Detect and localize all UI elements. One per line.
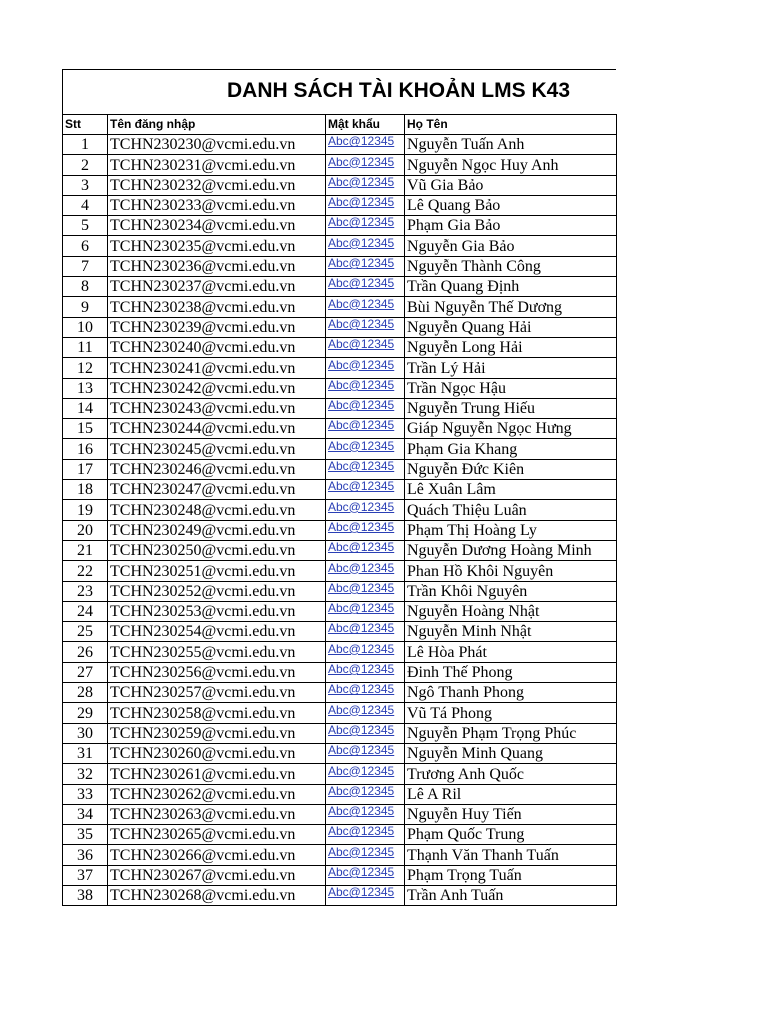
cell-fullname: Nguyễn Gia Bảo	[405, 236, 617, 256]
table-row	[63, 683, 617, 703]
password-link[interactable]: Abc@12345	[328, 885, 395, 900]
password-link[interactable]: Abc@12345	[328, 438, 395, 453]
cell-stt: 32	[63, 764, 108, 784]
password-link[interactable]: Abc@12345	[328, 479, 395, 494]
cell-fullname: Vũ Tá Phong	[405, 703, 617, 723]
cell-password	[326, 764, 405, 784]
cell-password	[326, 378, 405, 398]
cell-username: TCHN230262@vcmi.edu.vn	[108, 784, 326, 804]
cell-stt: 13	[63, 378, 108, 398]
accounts-table	[62, 114, 617, 906]
cell-password	[326, 175, 405, 195]
cell-stt: 25	[63, 622, 108, 642]
cell-stt: 2	[63, 155, 108, 175]
cell-username: TCHN230253@vcmi.edu.vn	[108, 601, 326, 621]
table-row	[63, 277, 617, 297]
table-row	[63, 459, 617, 479]
cell-username: TCHN230248@vcmi.edu.vn	[108, 500, 326, 520]
header-username: Tên đăng nhập	[108, 115, 326, 135]
table-row	[63, 236, 617, 256]
password-link[interactable]: Abc@12345	[328, 641, 395, 656]
table-row	[63, 439, 617, 459]
cell-password	[326, 236, 405, 256]
cell-fullname: Nguyễn Trung Hiếu	[405, 398, 617, 418]
cell-fullname: Nguyễn Đức Kiên	[405, 459, 617, 479]
cell-fullname: Đinh Thế Phong	[405, 662, 617, 682]
cell-fullname: Trần Ngọc Hậu	[405, 378, 617, 398]
cell-fullname: Phạm Gia Bảo	[405, 216, 617, 236]
cell-password	[326, 683, 405, 703]
cell-fullname: Vũ Gia Bảo	[405, 175, 617, 195]
password-link[interactable]: Abc@12345	[328, 378, 395, 392]
password-link[interactable]: Abc@12345	[328, 134, 395, 149]
table-body	[63, 135, 617, 906]
table-row	[63, 825, 617, 845]
password-link[interactable]: Abc@12345	[328, 256, 395, 271]
cell-fullname: Lê Xuân Lâm	[405, 480, 617, 500]
table-row	[63, 743, 617, 763]
cell-stt: 21	[63, 540, 108, 560]
header-fullname: Họ Tên	[405, 115, 617, 135]
password-link[interactable]: Abc@12345	[328, 296, 395, 311]
cell-stt: 29	[63, 703, 108, 723]
cell-fullname: Thạnh Văn Thanh Tuấn	[405, 845, 617, 865]
cell-password	[326, 135, 405, 155]
cell-fullname: Nguyễn Long Hải	[405, 337, 617, 357]
cell-password	[326, 885, 405, 905]
cell-fullname: Lê Quang Bảo	[405, 195, 617, 215]
password-link[interactable]: Abc@12345	[328, 357, 395, 372]
cell-fullname: Nguyễn Minh Nhật	[405, 622, 617, 642]
cell-password	[326, 561, 405, 581]
cell-username: TCHN230246@vcmi.edu.vn	[108, 459, 326, 479]
cell-password	[326, 743, 405, 763]
cell-fullname: Phạm Quốc Trung	[405, 825, 617, 845]
cell-fullname: Nguyễn Ngọc Huy Anh	[405, 155, 617, 175]
password-link[interactable]: Abc@12345	[328, 215, 395, 230]
table-row	[63, 723, 617, 743]
table-row	[63, 865, 617, 885]
cell-username: TCHN230242@vcmi.edu.vn	[108, 378, 326, 398]
cell-stt: 22	[63, 561, 108, 581]
cell-password	[326, 540, 405, 560]
cell-stt: 14	[63, 398, 108, 418]
cell-stt: 4	[63, 195, 108, 215]
table-row	[63, 622, 617, 642]
cell-fullname: Nguyễn Tuấn Anh	[405, 135, 617, 155]
cell-password	[326, 337, 405, 357]
password-link[interactable]: Abc@12345	[328, 418, 395, 433]
cell-stt: 6	[63, 236, 108, 256]
password-link[interactable]: Abc@12345	[328, 824, 395, 839]
cell-username: TCHN230266@vcmi.edu.vn	[108, 845, 326, 865]
cell-fullname: Phạm Gia Khang	[405, 439, 617, 459]
cell-stt: 3	[63, 175, 108, 195]
cell-fullname: Bùi Nguyễn Thế Dương	[405, 297, 617, 317]
table-row	[63, 804, 617, 824]
cell-password	[326, 601, 405, 621]
table-row	[63, 642, 617, 662]
cell-username: TCHN230240@vcmi.edu.vn	[108, 337, 326, 357]
password-link[interactable]: Abc@12345	[328, 865, 395, 879]
cell-username: TCHN230234@vcmi.edu.vn	[108, 216, 326, 236]
cell-stt: 1	[63, 135, 108, 155]
cell-password	[326, 439, 405, 459]
password-link[interactable]: Abc@12345	[328, 317, 395, 331]
table-row	[63, 500, 617, 520]
table-row	[63, 398, 617, 418]
cell-stt: 26	[63, 642, 108, 662]
cell-username: TCHN230247@vcmi.edu.vn	[108, 480, 326, 500]
cell-fullname: Lê A Ril	[405, 784, 617, 804]
cell-stt: 23	[63, 581, 108, 601]
cell-fullname: Trần Anh Tuấn	[405, 885, 617, 905]
cell-fullname: Phan Hồ Khôi Nguyên	[405, 561, 617, 581]
cell-password	[326, 520, 405, 540]
cell-username: TCHN230267@vcmi.edu.vn	[108, 865, 326, 885]
password-link[interactable]: Abc@12345	[328, 702, 395, 717]
table-row	[63, 337, 617, 357]
cell-password	[326, 297, 405, 317]
cell-fullname: Trương Anh Quốc	[405, 764, 617, 784]
account-sheet	[62, 69, 616, 906]
password-link[interactable]: Abc@12345	[328, 581, 395, 595]
cell-password	[326, 784, 405, 804]
cell-stt: 24	[63, 601, 108, 621]
cell-username: TCHN230237@vcmi.edu.vn	[108, 277, 326, 297]
cell-fullname: Nguyễn Minh Quang	[405, 743, 617, 763]
table-row	[63, 845, 617, 865]
cell-username: TCHN230230@vcmi.edu.vn	[108, 135, 326, 155]
cell-stt: 5	[63, 216, 108, 236]
cell-stt: 31	[63, 743, 108, 763]
table-row	[63, 175, 617, 195]
table-row	[63, 155, 617, 175]
cell-password	[326, 581, 405, 601]
cell-fullname: Nguyễn Huy Tiến	[405, 804, 617, 824]
table-row	[63, 216, 617, 236]
table-row	[63, 703, 617, 723]
cell-password	[326, 277, 405, 297]
password-link[interactable]: Abc@12345	[328, 682, 395, 697]
table-row	[63, 885, 617, 905]
password-link[interactable]: Abc@12345	[328, 621, 395, 636]
cell-stt: 16	[63, 439, 108, 459]
table-row	[63, 317, 617, 337]
password-link[interactable]: Abc@12345	[328, 804, 395, 819]
cell-username: TCHN230232@vcmi.edu.vn	[108, 175, 326, 195]
cell-fullname: Nguyễn Dương Hoàng Minh	[405, 540, 617, 560]
cell-password	[326, 317, 405, 337]
password-link[interactable]: Abc@12345	[328, 195, 395, 210]
cell-password	[326, 419, 405, 439]
cell-username: TCHN230239@vcmi.edu.vn	[108, 317, 326, 337]
table-row	[63, 581, 617, 601]
table-header-row	[63, 115, 617, 135]
table-row	[63, 764, 617, 784]
cell-stt: 18	[63, 480, 108, 500]
cell-fullname: Nguyễn Quang Hải	[405, 317, 617, 337]
cell-password	[326, 155, 405, 175]
password-link[interactable]: Abc@12345	[328, 844, 395, 859]
cell-password	[326, 216, 405, 236]
table-row	[63, 297, 617, 317]
password-link[interactable]: Abc@12345	[328, 154, 395, 169]
cell-fullname: Quách Thiệu Luân	[405, 500, 617, 520]
cell-fullname: Nguyễn Thành Công	[405, 256, 617, 276]
cell-username: TCHN230252@vcmi.edu.vn	[108, 581, 326, 601]
password-link[interactable]: Abc@12345	[328, 784, 395, 798]
password-link[interactable]: Abc@12345	[328, 743, 395, 758]
cell-stt: 28	[63, 683, 108, 703]
cell-fullname: Trần Quang Định	[405, 277, 617, 297]
table-row	[63, 419, 617, 439]
cell-fullname: Lê Hòa Phát	[405, 642, 617, 662]
cell-username: TCHN230241@vcmi.edu.vn	[108, 358, 326, 378]
cell-stt: 15	[63, 419, 108, 439]
cell-username: TCHN230261@vcmi.edu.vn	[108, 764, 326, 784]
password-link[interactable]: Abc@12345	[328, 601, 395, 616]
password-link[interactable]: Abc@12345	[328, 520, 395, 534]
cell-fullname: Giáp Nguyễn Ngọc Hưng	[405, 419, 617, 439]
cell-password	[326, 662, 405, 682]
cell-stt: 11	[63, 337, 108, 357]
cell-stt: 33	[63, 784, 108, 804]
cell-stt: 12	[63, 358, 108, 378]
header-password: Mật khẩu	[326, 115, 405, 135]
cell-username: TCHN230243@vcmi.edu.vn	[108, 398, 326, 418]
table-row	[63, 784, 617, 804]
table-row	[63, 561, 617, 581]
password-link[interactable]: Abc@12345	[328, 459, 395, 474]
password-link[interactable]: Abc@12345	[328, 499, 395, 514]
cell-username: TCHN230255@vcmi.edu.vn	[108, 642, 326, 662]
cell-password	[326, 622, 405, 642]
cell-stt: 10	[63, 317, 108, 337]
table-row	[63, 358, 617, 378]
cell-fullname: Phạm Thị Hoàng Ly	[405, 520, 617, 540]
cell-username: TCHN230236@vcmi.edu.vn	[108, 256, 326, 276]
cell-stt: 9	[63, 297, 108, 317]
password-link[interactable]: Abc@12345	[328, 175, 395, 189]
password-link[interactable]: Abc@12345	[328, 337, 395, 352]
cell-username: TCHN230244@vcmi.edu.vn	[108, 419, 326, 439]
cell-username: TCHN230233@vcmi.edu.vn	[108, 195, 326, 215]
password-link[interactable]: Abc@12345	[328, 398, 395, 413]
table-row	[63, 601, 617, 621]
cell-username: TCHN230257@vcmi.edu.vn	[108, 683, 326, 703]
password-link[interactable]: Abc@12345	[328, 763, 395, 778]
cell-password	[326, 480, 405, 500]
cell-username: TCHN230258@vcmi.edu.vn	[108, 703, 326, 723]
cell-stt: 7	[63, 256, 108, 276]
cell-stt: 38	[63, 885, 108, 905]
cell-password	[326, 358, 405, 378]
cell-password	[326, 500, 405, 520]
table-row	[63, 480, 617, 500]
header-stt: Stt	[63, 115, 108, 135]
table-row	[63, 135, 617, 155]
cell-password	[326, 865, 405, 885]
cell-username: TCHN230265@vcmi.edu.vn	[108, 825, 326, 845]
cell-password	[326, 804, 405, 824]
cell-username: TCHN230231@vcmi.edu.vn	[108, 155, 326, 175]
cell-fullname: Ngô Thanh Phong	[405, 683, 617, 703]
cell-password	[326, 825, 405, 845]
cell-fullname: Trần Khôi Nguyên	[405, 581, 617, 601]
cell-stt: 20	[63, 520, 108, 540]
cell-username: TCHN230238@vcmi.edu.vn	[108, 297, 326, 317]
cell-username: TCHN230250@vcmi.edu.vn	[108, 540, 326, 560]
cell-stt: 34	[63, 804, 108, 824]
cell-fullname: Nguyễn Hoàng Nhật	[405, 601, 617, 621]
cell-fullname: Trần Lý Hải	[405, 358, 617, 378]
cell-password	[326, 642, 405, 662]
cell-username: TCHN230263@vcmi.edu.vn	[108, 804, 326, 824]
cell-stt: 27	[63, 662, 108, 682]
cell-fullname: Phạm Trọng Tuấn	[405, 865, 617, 885]
password-link[interactable]: Abc@12345	[328, 560, 395, 575]
cell-password	[326, 195, 405, 215]
password-link[interactable]: Abc@12345	[328, 276, 395, 291]
cell-stt: 35	[63, 825, 108, 845]
cell-username: TCHN230268@vcmi.edu.vn	[108, 885, 326, 905]
cell-username: TCHN230235@vcmi.edu.vn	[108, 236, 326, 256]
cell-username: TCHN230249@vcmi.edu.vn	[108, 520, 326, 540]
cell-password	[326, 459, 405, 479]
table-row	[63, 520, 617, 540]
cell-username: TCHN230260@vcmi.edu.vn	[108, 743, 326, 763]
cell-password	[326, 398, 405, 418]
cell-stt: 17	[63, 459, 108, 479]
password-link[interactable]: Abc@12345	[328, 723, 395, 737]
cell-stt: 37	[63, 865, 108, 885]
cell-stt: 19	[63, 500, 108, 520]
cell-username: TCHN230256@vcmi.edu.vn	[108, 662, 326, 682]
table-row	[63, 195, 617, 215]
cell-username: TCHN230251@vcmi.edu.vn	[108, 561, 326, 581]
cell-stt: 36	[63, 845, 108, 865]
table-row	[63, 540, 617, 560]
table-row	[63, 256, 617, 276]
sheet-title: DANH SÁCH TÀI KHOẢN LMS K43	[226, 79, 570, 102]
cell-password	[326, 723, 405, 743]
cell-username: TCHN230245@vcmi.edu.vn	[108, 439, 326, 459]
password-link[interactable]: Abc@12345	[328, 662, 395, 677]
cell-password	[326, 703, 405, 723]
cell-stt: 8	[63, 277, 108, 297]
cell-password	[326, 845, 405, 865]
cell-stt: 30	[63, 723, 108, 743]
table-row	[63, 662, 617, 682]
cell-username: TCHN230254@vcmi.edu.vn	[108, 622, 326, 642]
password-link[interactable]: Abc@12345	[328, 540, 395, 555]
cell-fullname: Nguyễn Phạm Trọng Phúc	[405, 723, 617, 743]
cell-username: TCHN230259@vcmi.edu.vn	[108, 723, 326, 743]
cell-password	[326, 256, 405, 276]
password-link[interactable]: Abc@12345	[328, 235, 395, 250]
table-row	[63, 378, 617, 398]
